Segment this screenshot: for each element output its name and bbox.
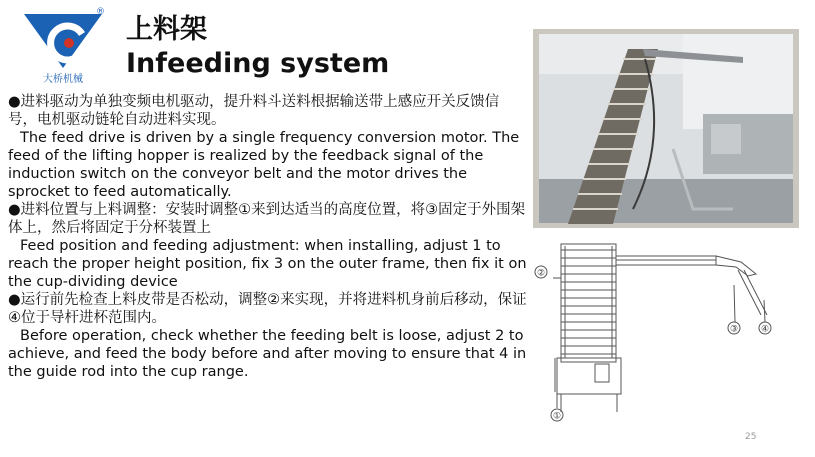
label-1: ① [552,411,562,422]
company-logo [22,8,104,86]
paragraph-en-1: The feed drive is driven by a single frequency conversion motor. The feed of the lifting hopper is realized by the feedback signal of the induction switch on the conveyor belt and the motor drives the sprocket to feed automatically. [8,130,520,200]
body-text [8,93,528,381]
brand-text: 大桥机械 [43,74,83,85]
page-number: 25 [745,432,757,442]
label-3: ③ [729,324,739,335]
infeeding-diagram [531,240,801,425]
paragraph-cn-3: ●运行前先检查上料皮带是否松动，调整②来实现，并将进料机身前后移动，保证④位于导杆进杯范围内。 [8,292,527,326]
paragraph-cn-2: ●进料位置与上料调整：安装时调整①来到达适当的高度位置，将③固定于外围架体上，然后将固定于分杯装置上 [8,202,526,236]
paragraph-en-3: Before operation, check whether the feeding belt is loose, adjust 2 to achieve, and feed the body before and after moving to ensure that 4 in the guide rod into the cup range. [8,328,527,380]
paragraph-cn-1: ●进料驱动为单独变频电机驱动，提升料斗送料根据输送带上感应开关反馈信号，电机驱动链轮自动进料实现。 [8,94,500,128]
label-2: ② [536,268,546,279]
title-chinese: 上料架 [126,14,207,45]
machine-photo [533,29,799,228]
registered-mark: ® [96,7,105,17]
title-english: Infeeding system [126,48,390,79]
paragraph-en-2: Feed position and feeding adjustment: when installing, adjust 1 to reach the proper height position, fix 3 on the outer frame, then fix it on the cup-dividing device [8,238,527,290]
label-4: ④ [760,324,770,335]
